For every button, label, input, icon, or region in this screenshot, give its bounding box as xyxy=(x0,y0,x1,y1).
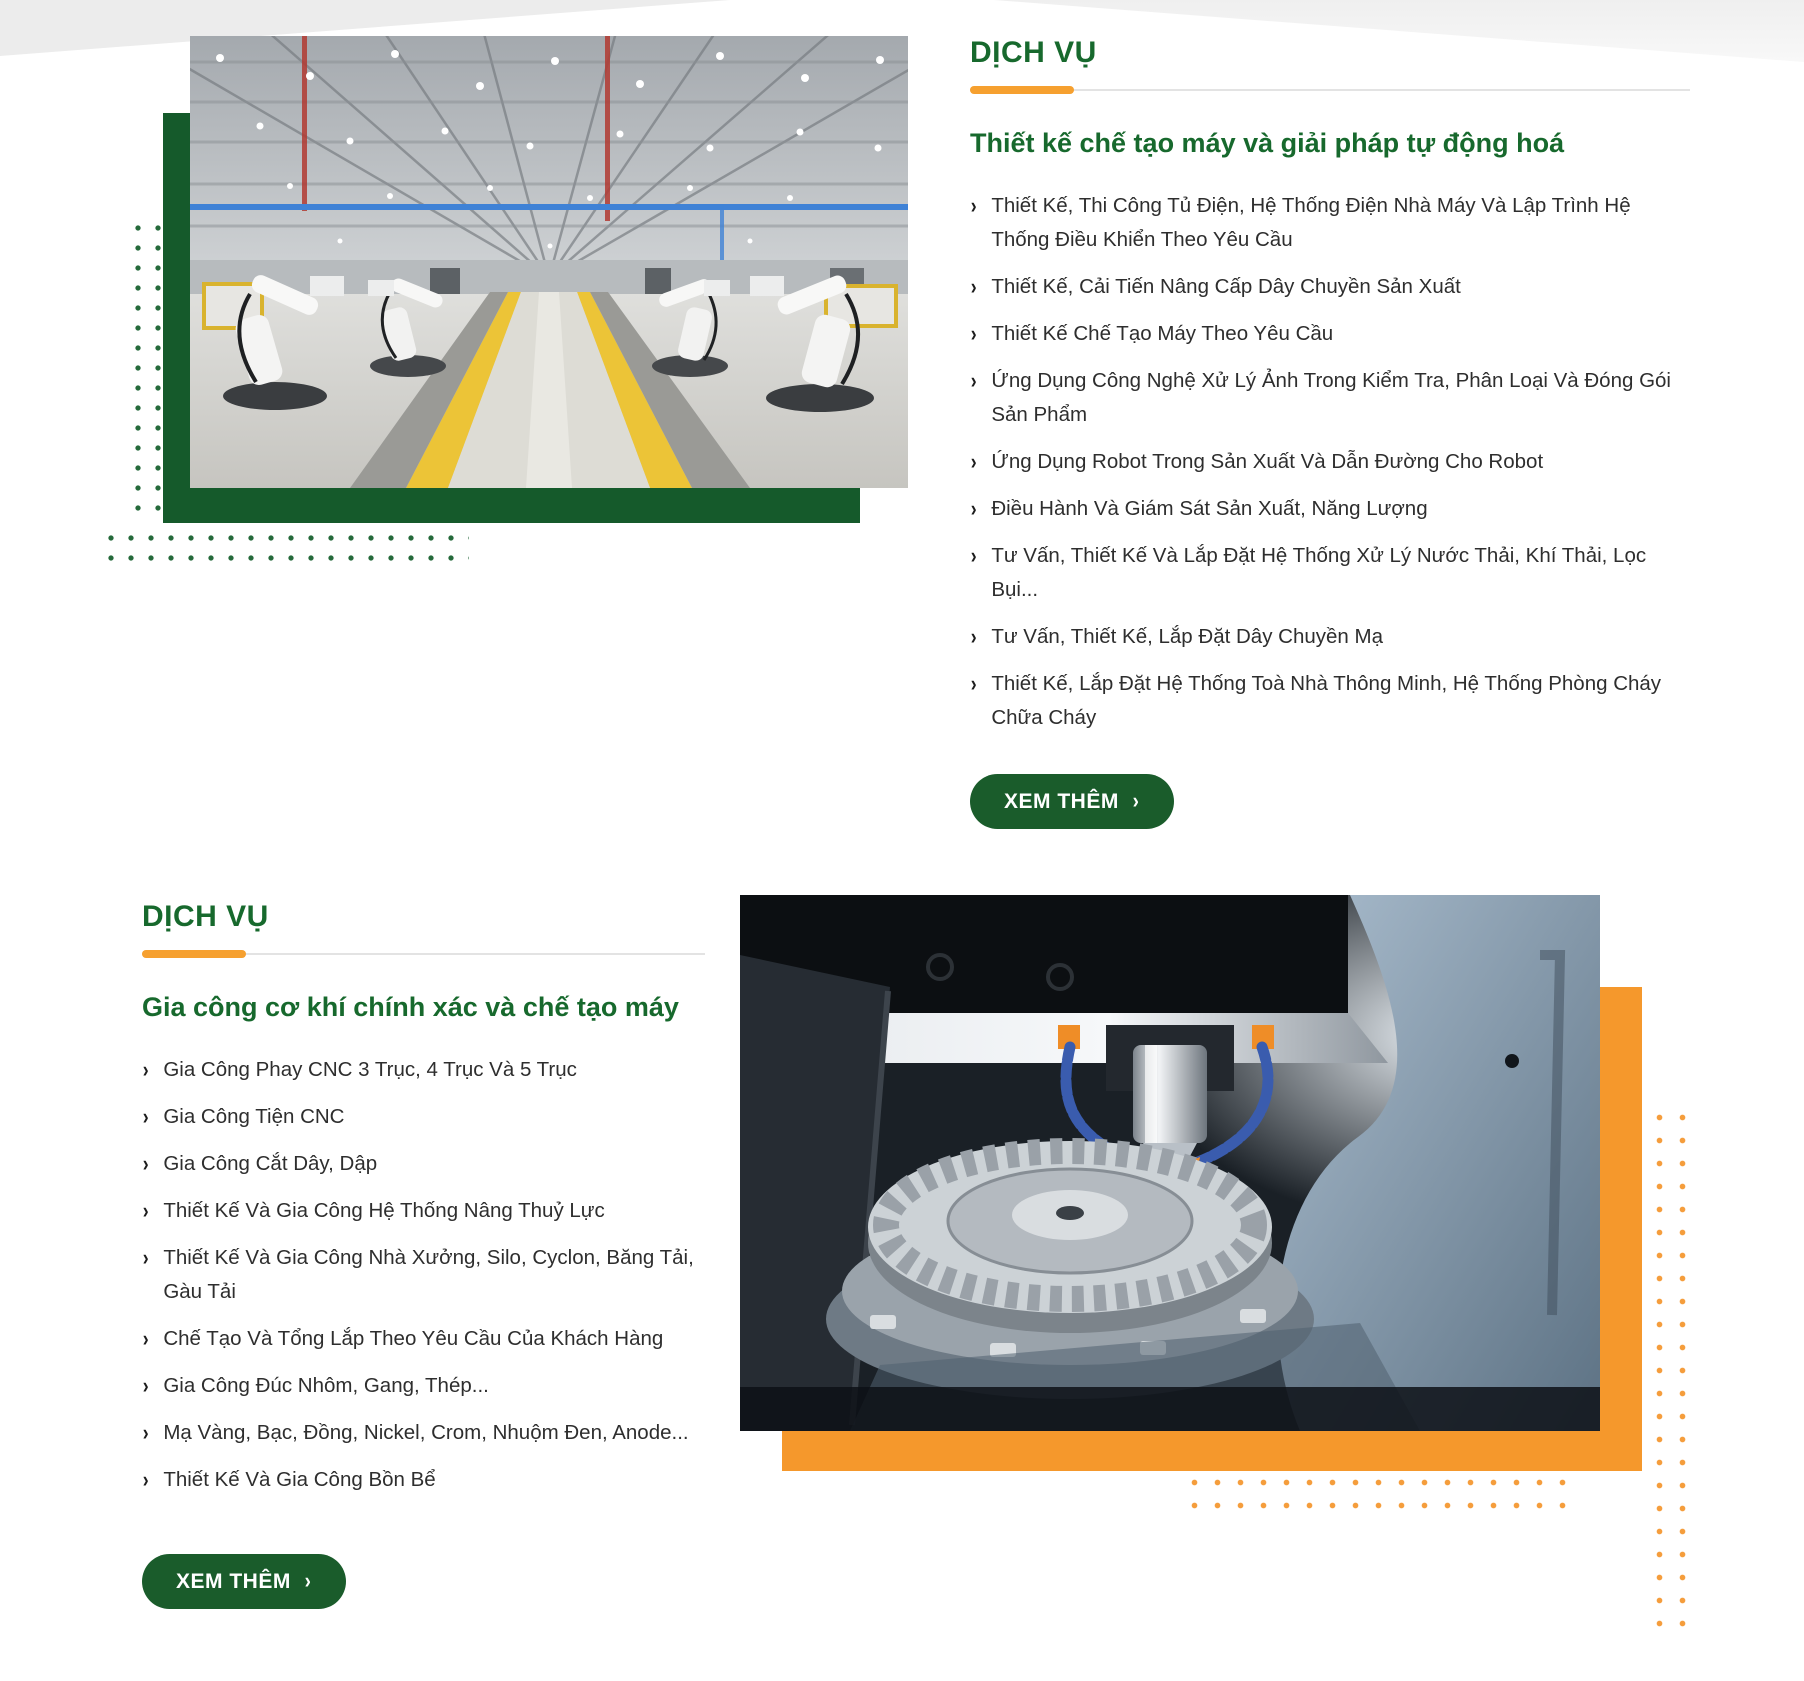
underline-orange-bar xyxy=(142,950,246,958)
service-item-label: Gia Công Đúc Nhôm, Gang, Thép... xyxy=(163,1374,489,1397)
heading-underline xyxy=(970,86,1690,94)
chevron-right-icon: › xyxy=(970,449,977,474)
arrow-right-icon: › xyxy=(1132,787,1140,813)
service-item-label: Chế Tạo Và Tổng Lắp Theo Yêu Cầu Của Khách Hàng xyxy=(163,1327,664,1350)
chevron-right-icon: › xyxy=(142,1057,149,1082)
chevron-right-icon: › xyxy=(970,193,977,218)
service-item-label: Thiết Kế, Thi Công Tủ Điện, Hệ Thống Điện Nhà Máy Và Lập Trình Hệ Thống Điều Khiển Theo Yêu Cầu xyxy=(991,194,1631,251)
service-item xyxy=(970,492,1690,526)
service-item-label: Tư Vấn, Thiết Kế Và Lắp Đặt Hệ Thống Xử Lý Nước Thải, Khí Thải, Lọc Bụi... xyxy=(991,544,1647,601)
see-more-button[interactable] xyxy=(970,774,1174,829)
factory-assembly-line-image xyxy=(190,36,908,488)
service-item-label: Thiết Kế Và Gia Công Bồn Bể xyxy=(163,1468,436,1491)
service-item xyxy=(970,270,1690,304)
service-item xyxy=(142,1369,705,1403)
chevron-right-icon: › xyxy=(142,1151,149,1176)
service-item xyxy=(970,539,1690,607)
service-item-label: Gia Công Phay CNC 3 Trục, 4 Trục Và 5 Trục xyxy=(163,1058,577,1081)
service-item xyxy=(970,445,1690,479)
underline-orange-bar xyxy=(970,86,1074,94)
service-item xyxy=(142,1053,705,1087)
heading-underline xyxy=(142,950,705,958)
chevron-right-icon: › xyxy=(142,1420,149,1445)
service-item xyxy=(970,667,1690,735)
service-item-label: Thiết Kế, Lắp Đặt Hệ Thống Toà Nhà Thông Minh, Hệ Thống Phòng Cháy Chữa Cháy xyxy=(991,672,1662,729)
underline-gray-line xyxy=(970,89,1690,91)
machining-services-section xyxy=(142,900,705,1609)
cnc-illustration xyxy=(740,895,1600,1431)
orange-dots-columns-decoration xyxy=(1648,1106,1696,1638)
chevron-right-icon: › xyxy=(142,1467,149,1492)
service-item-label: Thiết Kế Và Gia Công Hệ Thống Nâng Thuỷ Lực xyxy=(163,1199,605,1222)
chevron-right-icon: › xyxy=(142,1198,149,1223)
service-item xyxy=(142,1147,705,1181)
chevron-right-icon: › xyxy=(142,1104,149,1129)
service-item xyxy=(142,1416,705,1450)
service-item xyxy=(970,364,1690,432)
chevron-right-icon: › xyxy=(970,624,977,649)
chevron-right-icon: › xyxy=(970,671,977,696)
service-item-label: Mạ Vàng, Bạc, Đồng, Nickel, Crom, Nhuộm Đen, Anode... xyxy=(163,1421,689,1444)
factory-illustration xyxy=(190,36,908,488)
chevron-right-icon: › xyxy=(142,1326,149,1351)
green-dots-columns-decoration xyxy=(128,218,170,524)
service-item-label: Ứng Dụng Công Nghệ Xử Lý Ảnh Trong Kiểm Tra, Phân Loại Và Đóng Gói Sản Phẩm xyxy=(991,369,1671,426)
service-item-label: Gia Công Cắt Dây, Dập xyxy=(163,1152,378,1175)
service-item xyxy=(142,1194,705,1228)
service-item xyxy=(970,317,1690,351)
service-item-label: Ứng Dụng Robot Trong Sản Xuất Và Dẫn Đường Cho Robot xyxy=(991,450,1544,473)
service-item-label: Điều Hành Và Giám Sát Sản Xuất, Năng Lượng xyxy=(991,497,1428,520)
see-more-button[interactable] xyxy=(142,1554,346,1609)
orange-dots-rows-decoration xyxy=(1183,1471,1575,1519)
chevron-right-icon: › xyxy=(970,321,977,346)
green-dots-rows-decoration xyxy=(101,528,469,568)
section-kicker: DỊCH VỤ xyxy=(970,36,1097,69)
service-item xyxy=(142,1322,705,1356)
service-item-label: Thiết Kế Chế Tạo Máy Theo Yêu Cầu xyxy=(991,322,1334,345)
service-item xyxy=(970,620,1690,654)
service-group-title: Thiết kế chế tạo máy và giải pháp tự động hoá xyxy=(970,128,1565,158)
service-item-label: Thiết Kế, Cải Tiến Nâng Cấp Dây Chuyền Sản Xuất xyxy=(991,275,1461,298)
automation-services-section xyxy=(970,36,1690,829)
service-list xyxy=(970,189,1690,735)
cnc-machining-image xyxy=(740,895,1600,1431)
service-item xyxy=(970,189,1690,257)
see-more-label: XEM THÊM xyxy=(1004,789,1119,813)
service-group-title: Gia công cơ khí chính xác và chế tạo máy xyxy=(142,992,679,1022)
service-list xyxy=(142,1053,705,1497)
service-item-label: Gia Công Tiện CNC xyxy=(163,1105,345,1128)
section-kicker: DỊCH VỤ xyxy=(142,900,269,933)
service-item xyxy=(142,1463,705,1497)
service-item-label: Thiết Kế Và Gia Công Nhà Xưởng, Silo, Cyclon, Băng Tải, Gàu Tải xyxy=(163,1246,694,1303)
chevron-right-icon: › xyxy=(970,543,977,568)
chevron-right-icon: › xyxy=(970,274,977,299)
service-item xyxy=(142,1100,705,1134)
chevron-right-icon: › xyxy=(970,368,977,393)
chevron-right-icon: › xyxy=(142,1373,149,1398)
service-item xyxy=(142,1241,705,1309)
arrow-right-icon: › xyxy=(304,1567,312,1593)
chevron-right-icon: › xyxy=(142,1245,149,1270)
service-item-label: Tư Vấn, Thiết Kế, Lắp Đặt Dây Chuyền Mạ xyxy=(991,625,1383,648)
chevron-right-icon: › xyxy=(970,496,977,521)
see-more-label: XEM THÊM xyxy=(176,1569,291,1593)
